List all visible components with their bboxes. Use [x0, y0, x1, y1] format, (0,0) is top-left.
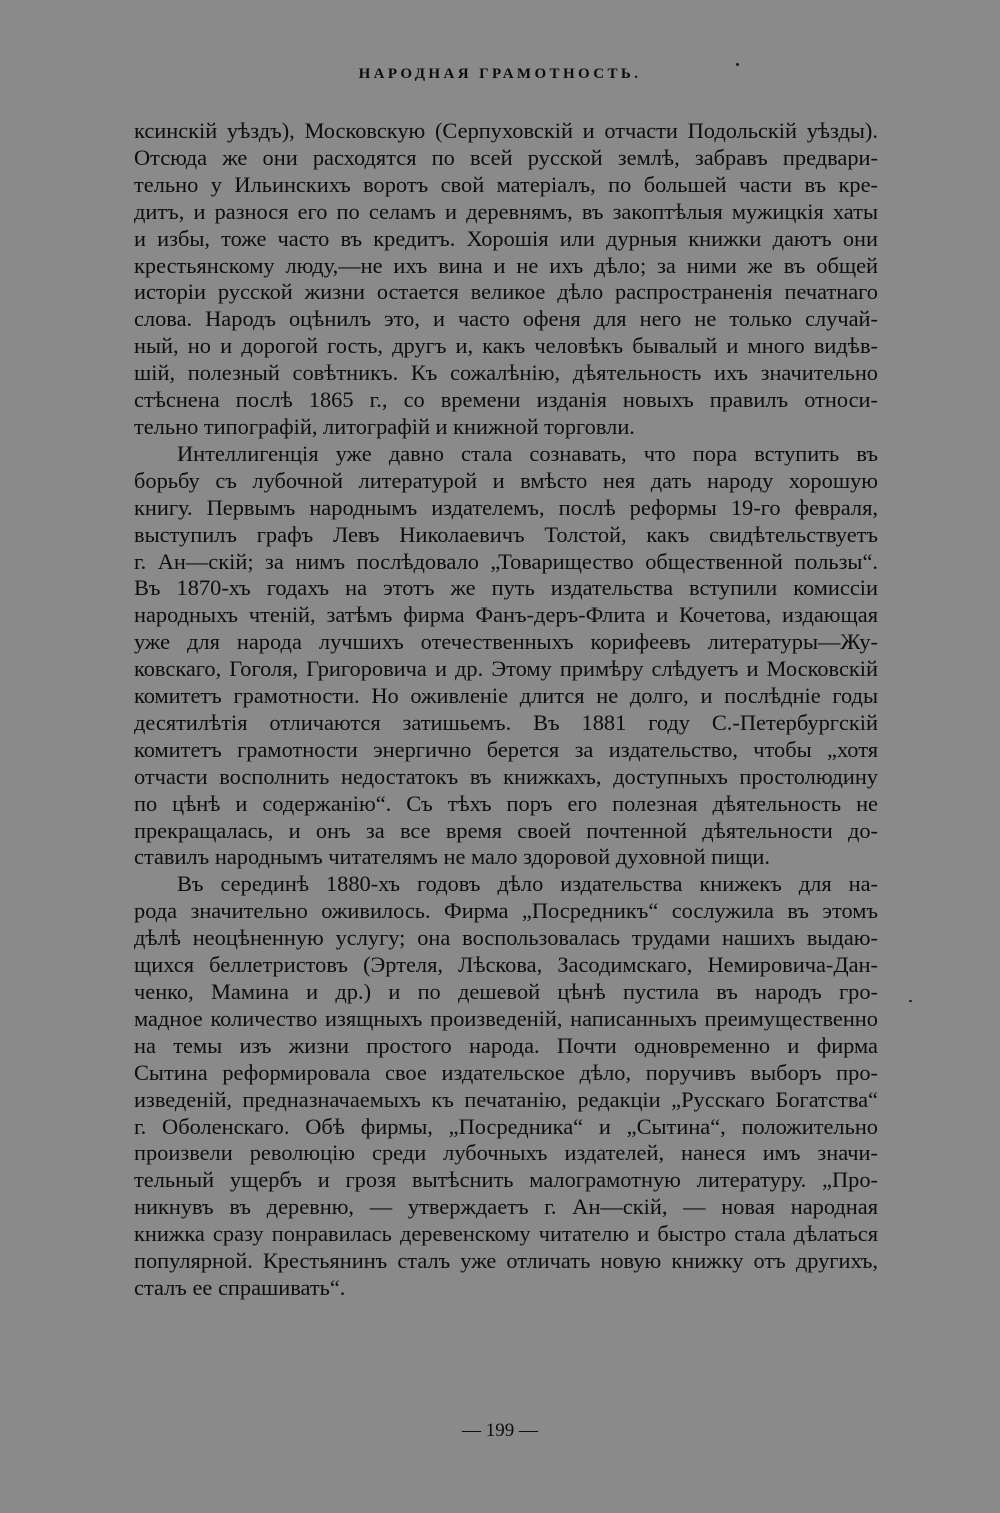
text-line: комитетъ грамотности. Но оживленіе длится не долго, и послѣдніе годы: [134, 683, 878, 709]
text-line: стѣснена послѣ 1865 г., со времени изданія новыхъ правилъ относи-: [134, 387, 878, 413]
text-line: ковскаго, Гоголя, Григоровича и др. Этому примѣру слѣдуетъ и Московскій: [134, 656, 878, 682]
text-line: десятилѣтія отличаются затишьемъ. Въ 1881 году С.-Петербургскій: [134, 709, 878, 735]
running-head: НАРОДНАЯ ГРАМОТНОСТЬ.: [358, 66, 642, 82]
text-line: шій, полезный совѣтникъ. Къ сожалѣнію, дѣятельность ихъ значительно: [134, 360, 878, 386]
text-line: Сытина реформировала свое издательское дѣло, поручивъ выборъ про-: [134, 1059, 878, 1085]
text-line: сталъ ее спрашивать“.: [134, 1274, 346, 1300]
paragraph-3: [134, 871, 878, 1302]
text-line: Отсюда же они расходятся по всей русской землѣ, забравъ предвари-: [134, 144, 878, 170]
text-line: борьбу съ лубочной литературой и вмѣсто нея дать народу хорошую: [134, 467, 878, 493]
text-line: выступилъ графъ Левъ Николаевичъ Толстой, какъ свидѣтельствуетъ: [134, 521, 878, 547]
text-line: тельно типографій, литографій и книжной торговли.: [134, 413, 635, 439]
text-line: на темы изъ жизни простого народа. Почти одновременно и фирма: [134, 1032, 878, 1058]
text-line: произвели революцію среди лубочныхъ издателей, нанеся имъ значи-: [134, 1140, 878, 1166]
text-line: г. Ан—скій; за нимъ послѣдовало „Товарищество общественной пользы“.: [134, 548, 878, 574]
text-line: исторіи русской жизни остается великое дѣло распространенія печатнаго: [134, 279, 878, 305]
text-line: крестьянскому люду,—не ихъ вина и не ихъ дѣло; за ними же въ общей: [134, 252, 878, 278]
text-line: Интеллигенція уже давно стала сознавать, что пора вступить въ: [177, 440, 878, 466]
text-line: ксинскій уѣздъ), Московскую (Серпуховскій и отчасти Подольскій уѣзды).: [134, 118, 878, 143]
text-line: народныхъ чтеній, затѣмъ фирма Фанъ-деръ-Флита и Кочетова, издающая: [134, 602, 878, 628]
text-line: ставилъ народнымъ читателямъ не мало здоровой духовной пищи.: [134, 844, 770, 870]
text-line: изведеній, предназначаемыхъ къ печатанію, редакціи „Русскаго Богатства“: [134, 1086, 878, 1112]
text-line: тельный ущербъ и грозя вытѣснить малограмотную литературу. „Про-: [134, 1167, 878, 1193]
text-line: ченко, Мамина и др.) и по дешевой цѣнѣ пустила въ народъ гро-: [134, 979, 878, 1004]
text-line: Въ серединѣ 1880-хъ годовъ дѣло издательства книжекъ для на-: [177, 871, 878, 897]
paragraph-2: [134, 441, 878, 872]
text-line: Въ 1870-хъ годахъ на этотъ же путь издательства вступили комиссіи: [134, 575, 878, 601]
text-line: популярной. Крестьянинъ сталъ уже отличать новую книжку отъ другихъ,: [134, 1248, 878, 1274]
page-number: — 199 —: [462, 1420, 538, 1441]
text-line: никнувъ въ деревню, — утверждаетъ г. Ан—скій, — новая народная: [134, 1194, 878, 1220]
text-line: комитетъ грамотности энергично берется за издательство, чтобы „хотя: [134, 736, 878, 762]
text-line: прекращалась, и онъ за все время своей почтенной дѣятельности до-: [134, 817, 878, 843]
text-line: щихся беллетристовъ (Эртеля, Лѣскова, Засодимскаго, Немировича-Дан-: [134, 952, 878, 978]
body-text: [134, 118, 878, 1302]
text-line: дитъ, и разнося его по селамъ и деревнямъ, въ закоптѣлыя мужицкія хаты: [134, 198, 878, 224]
ink-speck: [736, 63, 739, 66]
text-line: слова. Народъ оцѣнилъ это, и часто офеня для него не только случай-: [134, 306, 878, 332]
text-line: ный, но и дорогой гость, другъ и, какъ человѣкъ бывалый и много видѣв-: [134, 333, 878, 359]
text-line: уже для народа лучшихъ отечественныхъ корифеевъ литературы—Жу-: [134, 629, 878, 655]
text-line: г. Оболенскаго. Обѣ фирмы, „Посредника“ и „Сытина“, положительно: [134, 1113, 878, 1139]
ink-speck: [909, 1000, 912, 1002]
text-line: по цѣнѣ и содержанію“. Съ тѣхъ поръ его полезная дѣятельность не: [134, 790, 878, 816]
text-line: книгу. Первымъ народнымъ издателемъ, послѣ реформы 19-го февраля,: [134, 494, 878, 520]
paragraph-1: [134, 118, 878, 441]
text-line: мадное количество изящныхъ произведеній, написанныхъ преимущественно: [134, 1005, 878, 1031]
text-line: дѣлѣ неоцѣненную услугу; она воспользовалась трудами нашихъ выдаю-: [134, 925, 878, 951]
text-line: тельно у Ильинскихъ воротъ свой матеріалъ, по большей части въ кре-: [134, 171, 878, 197]
text-line: и избы, тоже часто въ кредитъ. Хорошія или дурныя книжки даютъ они: [134, 225, 878, 251]
text-line: рода значительно оживилось. Фирма „Посредникъ“ сослужила въ этомъ: [134, 898, 878, 924]
text-line: отчасти восполнить недостатокъ въ книжкахъ, доступныхъ простолюдину: [134, 763, 878, 789]
text-line: книжка сразу понравилась деревенскому читателю и быстро стала дѣлаться: [134, 1221, 878, 1247]
